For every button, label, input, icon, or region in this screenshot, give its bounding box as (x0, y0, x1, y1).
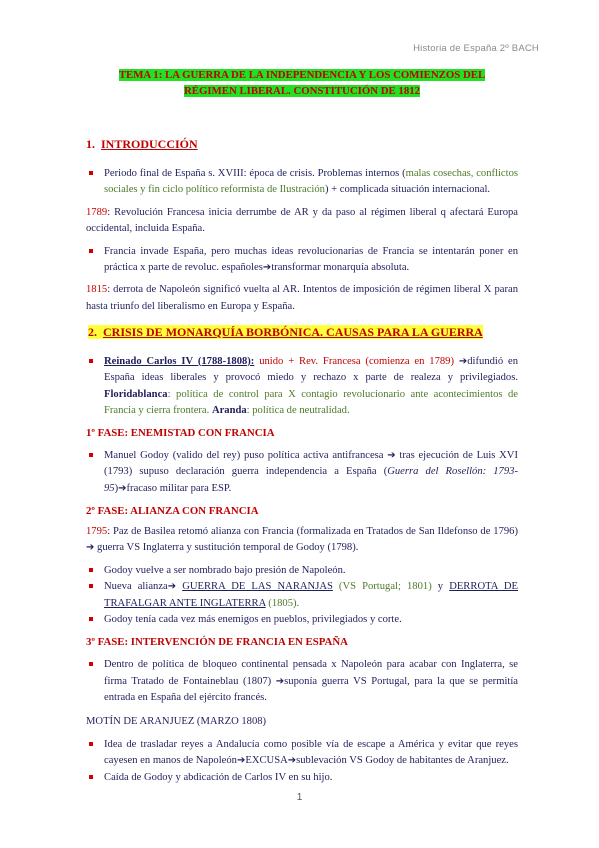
section-heading-introduccion: 1. INTRODUCCIÓN (86, 137, 198, 152)
phase-1-bullet-list (86, 448, 518, 497)
list-item: Godoy tenía cada vez más enemigos en pueblos, privilegiados y corte. (86, 612, 518, 628)
phase-1-heading: 1º FASE: ENEMISTAD CON FRANCIA (86, 427, 275, 440)
arrow-icon: ➔ (262, 261, 272, 273)
intro-bullet-list-1 (86, 166, 518, 199)
motin-bullet-list (86, 737, 518, 786)
document-page (86, 68, 518, 786)
arrow-icon: ➔ (236, 755, 246, 767)
list-item: Dentro de política de bloqueo continental pensada x Napoleón para acabar con Inglaterra, se firma Tratado de Fontaineblau (1807) ➔suponía guerra VS Portugal, para la que se permitía entrada en España del ejército francés. (86, 657, 518, 706)
arrow-icon: ➔ (275, 675, 285, 687)
document-title (86, 68, 518, 99)
section-heading-crisis: 2. CRISIS DE MONARQUÍA BORBÓNICA. CAUSAS PARA LA GUERRA (88, 325, 483, 340)
list-item: Godoy vuelve a ser nombrado bajo presión de Napoleón. (86, 563, 518, 579)
phase-2-heading: 2º FASE: ALIANZA CON FRANCIA (86, 505, 259, 518)
motin-heading: MOTÍN DE ARANJUEZ (MARZO 1808) (86, 716, 267, 728)
course-header: Historia de España 2º BACH (413, 43, 539, 54)
arrow-icon: ➔ (167, 581, 177, 593)
arrow-icon: ➔ (458, 355, 468, 367)
title-line-2: RÉGIMEN LIBERAL. CONSTITUCIÓN DE 1812 (183, 84, 421, 97)
list-item: Nueva alianza➔ GUERRA DE LAS NARANJAS (VS Portugal; 1801) y DERROTA DE TRAFALGAR ANTE INGLATERRA (1805). (86, 579, 518, 612)
list-item: Caída de Godoy y abdicación de Carlos IV en su hijo. (86, 770, 518, 786)
intro-bullet-list-2 (86, 244, 518, 277)
list-item: Francia invade España, pero muchas ideas revolucionarias de Francia se intentarán poner en práctica x parte de revoluc. españoles➔transformar monarquía absoluta. (86, 244, 518, 277)
paragraph-1795: 1795: Paz de Basilea retomó alianza con Francia (formalizada en Tratados de San Ildefonso de 1796) ➔ guerra VS Inglaterra y sustitución temporal de Godoy (1798). (86, 526, 518, 554)
list-item: Idea de trasladar reyes a Andalucía como posible vía de escape a América y evitar que reyes cayesen en manos de Napoleón➔EXCUSA➔sublevación VS Godoy de habitantes de Aranjuez. (86, 737, 518, 770)
crisis-bullet-list (86, 354, 518, 420)
page-number: 1 (296, 792, 303, 803)
arrow-icon: ➔ (287, 755, 297, 767)
arrow-icon: ➔ (118, 482, 127, 494)
list-item: Reinado Carlos IV (1788-1808): unido + Rev. Francesa (comienza en 1789) ➔difundió en España ideas liberales y provocó miedo y rechazo x parte de realeza y privilegiados. Floridablanca: política de control para X contagio revolucionario ante acontecimientos de Francia y cierra frontera. Aranda: política de neutralidad. (86, 354, 518, 420)
phase-3-bullet-list (86, 657, 518, 706)
phase-3-heading: 3º FASE: INTERVENCIÓN DE FRANCIA EN ESPAÑA (86, 636, 348, 649)
list-item: Manuel Godoy (valido del rey) puso política activa antifrancesa ➔ tras ejecución de Luis XVI (1793) supuso declaración guerra independencia a España (Guerra del Rosellón: 1793-95)➔fracaso militar para ESP. (86, 448, 518, 497)
list-item: Periodo final de España s. XVIII: época de crisis. Problemas internos (malas cosechas, conflictos sociales y fin ciclo político reformista de Ilustración) + complicada situación internacional. (86, 166, 518, 199)
arrow-icon: ➔ (86, 542, 95, 554)
paragraph-1789: 1789: Revolución Francesa inicia derrumbe de AR y da paso al régimen liberal q afectará Europa occidental, incluida España. (86, 206, 518, 235)
arrow-icon: ➔ (387, 450, 396, 462)
title-line-1: TEMA 1: LA GUERRA DE LA INDEPENDENCIA Y LOS COMIENZOS DEL (118, 69, 486, 81)
phase-2-bullet-list (86, 563, 518, 629)
paragraph-1815: 1815: derrota de Napoleón significó vuelta al AR. Intentos de imposición de régimen liberal X paran hasta triunfo del liberalismo en Europa y España. (86, 284, 518, 312)
